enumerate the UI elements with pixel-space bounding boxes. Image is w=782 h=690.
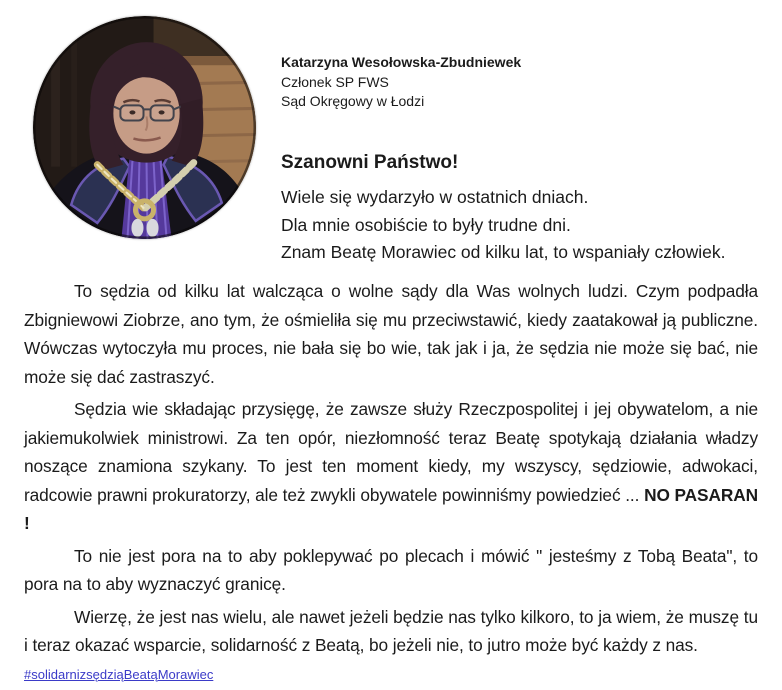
author-name: Katarzyna Wesołowska-Zbudniewek	[281, 54, 522, 70]
paragraph	[24, 603, 758, 660]
profile-photo	[33, 16, 256, 239]
letter-body	[24, 277, 758, 684]
greeting-line: Wiele się wydarzyło w ostatnich dniach.	[281, 187, 589, 207]
paragraph-text: To sędzia od kilku lat walcząca o wolne sądy dla Was wolnych ludzi. Czym podpadła Zbigniewowi Ziobrze, ano tym, że ośmieliła się mu przeciwstawić, kiedy zaatakował ją publiczne. Wówczas wytoczyła mu proces, nie bała się bo wie, tak jak i ja, że sędzia nie może się bać, nie może się dać zastraszyć.	[24, 281, 758, 387]
paragraph	[24, 542, 758, 599]
greeting-block	[281, 152, 726, 267]
paragraph-bold-text: NO PASARAN !	[24, 484, 758, 533]
author-court: Sąd Okręgowy w Łodzi	[281, 93, 425, 109]
paragraph-text: To nie jest pora na to aby poklepywać po plecach i mówić " jesteśmy z Tobą Beata", to pora na to aby wyznaczyć granicę.	[24, 545, 758, 594]
paragraph-text: Wierzę, że jest nas wielu, ale nawet jeżeli będzie nas tylko kilkoro, to ja wiem, że muszę tu i teraz okazać wsparcie, solidarność z Beatą, bo jeżeli nie, to jutro może być każdy z nas.	[24, 606, 758, 655]
paragraph	[24, 395, 758, 538]
paragraph-text: Sędzia wie składając przysięgę, że zawsze służy Rzeczpospolitej i jej obywatelom, a nie jakiemukolwiek ministrowi. Za ten opór, niezłomność teraz Beatę spotykają działania władzy noszące znamiona szykany. To jest ten moment kiedy, my wszyscy, sędziowie, adwokaci, radcowie prawni prokuratorzy, ale też zwykli obywatele powinniśmy powiedzieć ...	[24, 399, 758, 505]
author-role: Członek SP FWS	[281, 73, 389, 90]
hashtag-link[interactable]: #solidarnizsędziąBeatąMorawiec	[24, 666, 214, 682]
paragraph	[24, 277, 758, 391]
greeting-line: Dla mnie osobiście to były trudne dni.	[281, 214, 571, 235]
author-info	[281, 53, 521, 112]
greeting-line: Znam Beatę Morawiec od kilku lat, to wspaniały człowiek.	[281, 242, 726, 262]
greeting-title: Szanowni Państwo!	[281, 152, 459, 173]
judge-portrait-photo	[33, 16, 256, 239]
